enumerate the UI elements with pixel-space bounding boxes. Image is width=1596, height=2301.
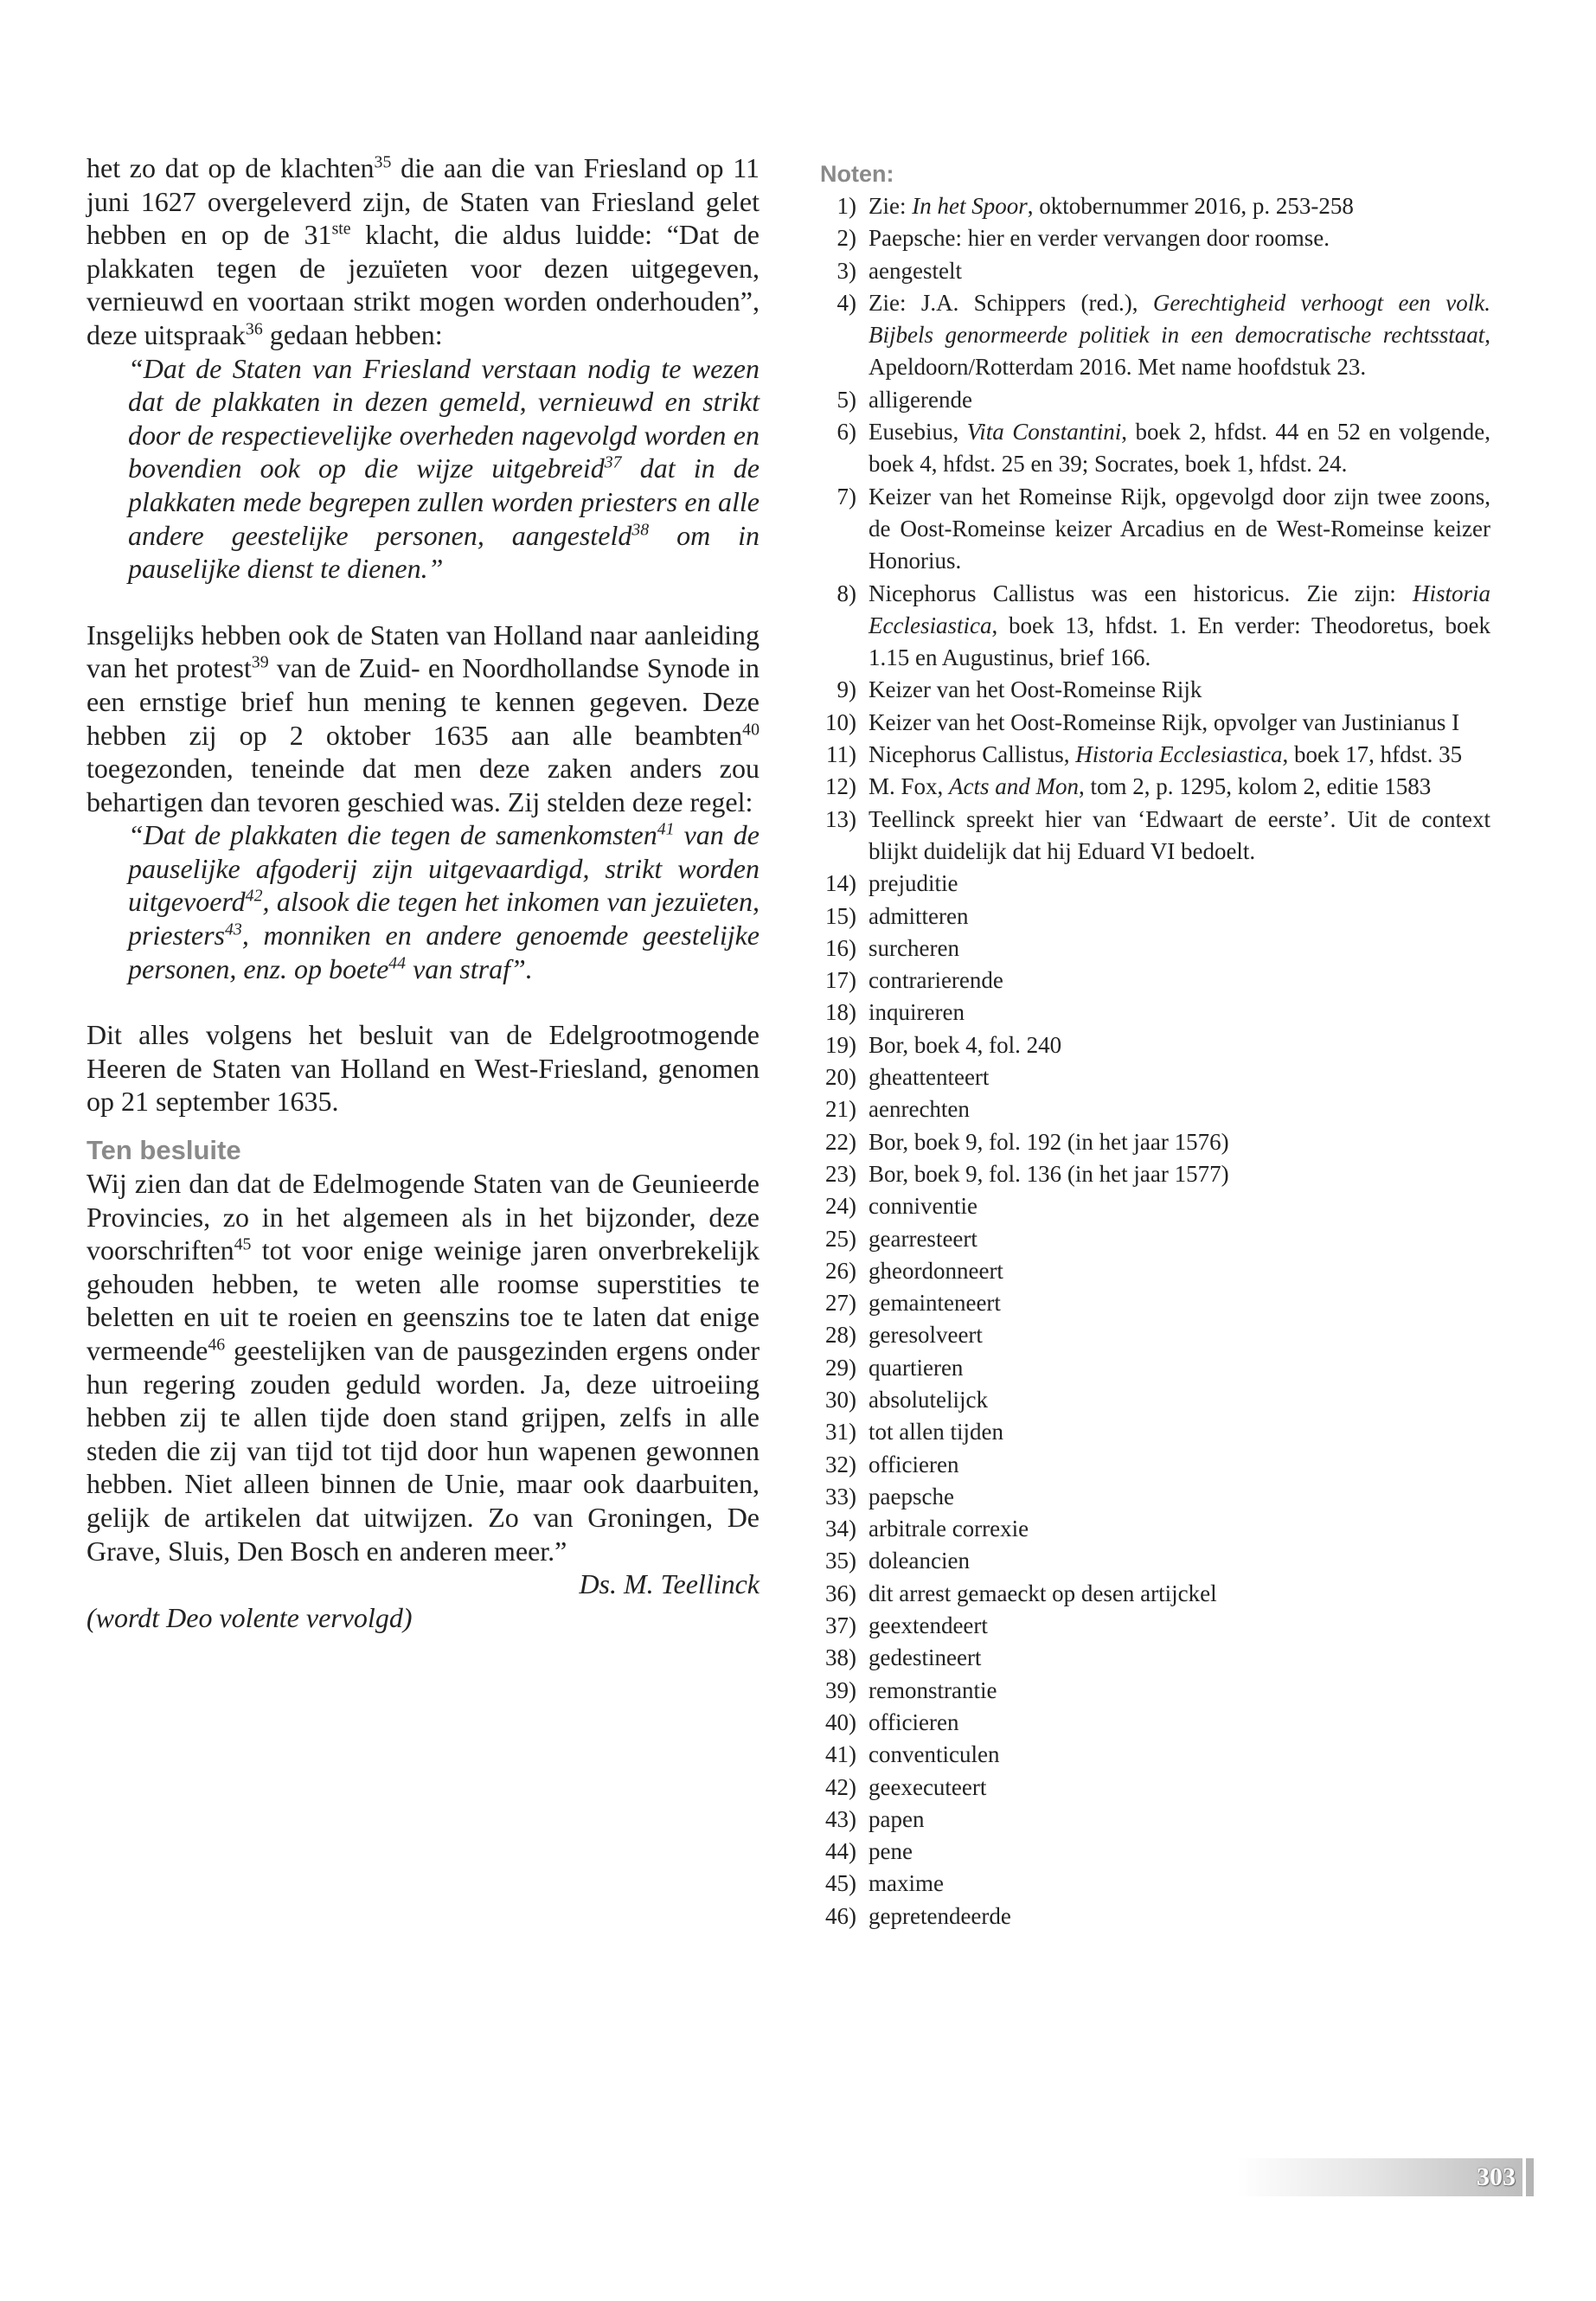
main-text-column (87, 151, 760, 1634)
note-number: 19) (825, 1031, 856, 1058)
paragraph-friesland: het zo dat op de klachten$^{35}$ die aan die van Friesland op 11 juni 1627 overgeleverd zijn, de Staten van Friesland gelet hebben en op de 31ste klacht, die aldus luidde: “Dat de plakkaten tegen de jezuïeten voor dezen uitgegeven, vernieuwd en voortaan strikt mogen worden onderhouden”, deze uitspraak$^{36}$ gedaan hebben: (87, 152, 760, 350)
note-number: 17) (825, 967, 856, 994)
note-text: pene (869, 1838, 913, 1865)
note-item (820, 1126, 1490, 1158)
footnote-ref: 40 (742, 719, 760, 739)
footnote-ref: 41 (657, 819, 675, 839)
note-item (820, 190, 1490, 222)
note-item (820, 222, 1490, 254)
note-text: quartieren (869, 1354, 964, 1381)
note-text: maxime (869, 1870, 944, 1897)
note-number: 32) (825, 1451, 856, 1477)
note-item (820, 481, 1490, 578)
note-text: Bor, boek 4, fol. 240 (869, 1031, 1062, 1058)
note-number: 5) (836, 386, 856, 413)
notes-title: Noten: (820, 161, 894, 187)
note-item (820, 1675, 1490, 1707)
italic-title: Historia Ecclesiastica (1075, 741, 1283, 768)
page-number-bar (1237, 2158, 1522, 2196)
note-item (820, 1481, 1490, 1513)
note-text: alligerende (869, 386, 972, 413)
notes-list (820, 190, 1490, 1932)
footnote-ref: 43 (225, 920, 242, 939)
note-number: 24) (825, 1193, 856, 1220)
footnote-ref: 36 (245, 319, 263, 339)
note-item (820, 1190, 1490, 1222)
note-number: 18) (825, 999, 856, 1026)
note-item (820, 965, 1490, 997)
note-item (820, 1287, 1490, 1319)
note-text: officieren (869, 1451, 959, 1477)
note-number: 43) (825, 1805, 856, 1832)
note-number: 4) (836, 289, 856, 316)
note-text: geresolveert (869, 1322, 983, 1349)
note-number: 38) (825, 1644, 856, 1671)
note-number: 28) (825, 1322, 856, 1349)
footnote-ref: 35 (374, 152, 392, 172)
page-number: 303 (1477, 2163, 1516, 2191)
note-item (820, 1513, 1490, 1545)
note-item (820, 1868, 1490, 1900)
note-number: 21) (825, 1096, 856, 1123)
note-text: Bor, boek 9, fol. 136 (in het jaar 1577) (869, 1160, 1229, 1187)
note-number: 20) (825, 1064, 856, 1091)
note-number: 33) (825, 1483, 856, 1509)
page-bar-cap (1526, 2158, 1534, 2196)
note-item (820, 1384, 1490, 1416)
note-number: 23) (825, 1160, 856, 1187)
note-text: geextendeert (869, 1612, 988, 1639)
note-item (820, 707, 1490, 739)
note-number: 7) (836, 483, 856, 510)
section-heading: Ten besluite (87, 1135, 241, 1166)
footnote-ref: ste (331, 219, 351, 239)
paragraph-besluit: Dit alles volgens het besluit van de Edelgrootmogende Heeren de Staten van Holland en West-Friesland, genomen op 21 september 1635. (87, 1019, 760, 1118)
note-text: conniventie (869, 1193, 977, 1220)
quote-friesland: “Dat de Staten van Friesland verstaan nodig te wezen dat de plakkaten in dezen gemeld, vernieuwd en strikt door de respectievelijke overheden nagevolgd worden en bovendien ook op die wijze uitgebreid$^{37}$ dat in de plakkaten mede begrepen zullen worden priesters en alle andere geestelijke personen, aangesteld$^{38}$ om in pauselijke dienst te dienen.” (128, 352, 760, 585)
note-text: doleancien (869, 1548, 970, 1574)
note-number: 31) (825, 1419, 856, 1445)
note-text: Keizer van het Oost-Romeinse Rijk, opvolger van Justinianus I (869, 708, 1460, 735)
note-number: 6) (836, 419, 856, 445)
note-item (820, 1352, 1490, 1384)
note-item (820, 255, 1490, 287)
note-item (820, 1900, 1490, 1932)
note-text: officieren (869, 1708, 959, 1735)
note-text: paepsche (869, 1483, 954, 1509)
italic-title: Acts and Mon (949, 773, 1080, 800)
notes-column (820, 161, 1490, 1932)
note-item (820, 804, 1490, 868)
note-text: Eusebius, Vita Constantini, boek 2, hfdst. 44 en 52 en volgende, boek 4, hfdst. 25 en 39; Socrates, boek 1, hfdst. 24. (869, 419, 1491, 478)
note-item (820, 1707, 1490, 1739)
note-item (820, 416, 1490, 481)
note-text: Keizer van het Oost-Romeinse Rijk (869, 676, 1202, 703)
note-text: gemainteneert (869, 1290, 1001, 1317)
note-number: 39) (825, 1676, 856, 1703)
note-number: 10) (825, 708, 856, 735)
note-item (820, 1545, 1490, 1577)
note-number: 9) (836, 676, 856, 703)
footnote-ref: 46 (208, 1335, 226, 1355)
note-number: 42) (825, 1773, 856, 1800)
continued-note: (wordt Deo volente vervolgd) (87, 1601, 413, 1633)
note-text: gheordonneert (869, 1257, 1003, 1284)
note-item (820, 1029, 1490, 1061)
note-text: absolutelijck (869, 1386, 988, 1413)
note-text: M. Fox, Acts and Mon, tom 2, p. 1295, kolom 2, editie 1583 (869, 773, 1432, 800)
italic-title: Gerechtigheid verhoogt een volk. Bijbels genormeerde politiek in een democratische rechtsstaat (869, 289, 1490, 349)
author-signature: Ds. M. Teellinck (579, 1568, 760, 1600)
note-number: 13) (825, 805, 856, 832)
note-item (820, 901, 1490, 933)
note-number: 26) (825, 1257, 856, 1284)
note-text: Zie: In het Spoor, oktobernummer 2016, p. 253-258 (869, 193, 1354, 219)
note-text: arbitrale correxie (869, 1516, 1029, 1542)
note-number: 12) (825, 773, 856, 800)
note-number: 36) (825, 1580, 856, 1606)
note-number: 22) (825, 1128, 856, 1155)
note-text: dit arrest gemaeckt op desen artijckel (869, 1580, 1217, 1606)
note-item (820, 1804, 1490, 1836)
note-item (820, 1093, 1490, 1125)
note-text: conventiculen (869, 1741, 1000, 1768)
note-number: 16) (825, 934, 856, 961)
note-text: prejuditie (869, 870, 958, 897)
note-text: contrarierende (869, 967, 1003, 994)
note-item (820, 1578, 1490, 1610)
note-number: 27) (825, 1290, 856, 1317)
note-number: 1) (836, 193, 856, 219)
note-number: 25) (825, 1225, 856, 1252)
italic-title: Vita Constantini (966, 419, 1122, 445)
note-item (820, 1610, 1490, 1642)
note-item (820, 1836, 1490, 1868)
note-text: gearresteert (869, 1225, 977, 1252)
note-item (820, 868, 1490, 900)
note-text: aengestelt (869, 257, 962, 284)
note-number: 45) (825, 1870, 856, 1897)
italic-title: In het Spoor (912, 193, 1028, 219)
note-item (820, 933, 1490, 965)
footnote-ref: 45 (234, 1234, 252, 1254)
note-number: 11) (826, 741, 856, 768)
note-number: 35) (825, 1548, 856, 1574)
note-text: Keizer van het Romeinse Rijk, opgevolgd door zijn twee zoons, de Oost-Romeinse keizer Arcadius en de West-Romeinse keizer Honorius. (869, 483, 1490, 574)
note-item (820, 1739, 1490, 1771)
note-text: remonstrantie (869, 1676, 997, 1703)
note-number: 46) (825, 1902, 856, 1929)
note-number: 41) (825, 1741, 856, 1768)
note-item (820, 1642, 1490, 1674)
note-number: 40) (825, 1708, 856, 1735)
note-item (820, 1158, 1490, 1190)
note-text: gheattenteert (869, 1064, 990, 1091)
note-item (820, 997, 1490, 1029)
note-text: tot allen tijden (869, 1419, 1003, 1445)
note-text: papen (869, 1805, 925, 1832)
note-number: 29) (825, 1354, 856, 1381)
footnote-ref: 44 (388, 953, 407, 972)
note-item (820, 1255, 1490, 1287)
note-item (820, 1319, 1490, 1351)
note-text: Nicephorus Callistus was een historicus. Zie zijn: Historia Ecclesiastica, boek 13, hfdst. 1. En verder: Theodoretus, boek 1.15 en Augustinus, brief 166. (869, 580, 1490, 671)
note-item (820, 1449, 1490, 1481)
note-text: Nicephorus Callistus, Historia Ecclesiastica, boek 17, hfdst. 35 (869, 741, 1463, 768)
note-number: 44) (825, 1838, 856, 1865)
note-text: Teellinck spreekt hier van ‘Edwaart de eerste’. Uit de context blijkt duidelijk dat hij Eduard VI bedoelt. (869, 805, 1490, 864)
note-number: 30) (825, 1386, 856, 1413)
note-text: geexecuteert (869, 1773, 987, 1800)
note-item (820, 1061, 1490, 1093)
note-text: Bor, boek 9, fol. 192 (in het jaar 1576) (869, 1128, 1229, 1155)
note-text: admitteren (869, 902, 969, 929)
note-item (820, 1772, 1490, 1804)
note-item (820, 1223, 1490, 1255)
note-number: 34) (825, 1516, 856, 1542)
note-item (820, 771, 1490, 803)
note-text: inquireren (869, 999, 965, 1026)
paragraph-holland: Insgelijks hebben ook de Staten van Holland naar aanleiding van het protest$^{39}$ van de Zuid- en Noordhollandse Synode in een ernstige brief hun mening te kennen gegeven. Deze hebben zij op 2 oktober 1635 aan alle beambten$^{40}$ toegezonden, teneinde dat men deze zaken anders zou behartigen dan tevoren geschied was. Zij stelden deze regel: (87, 619, 760, 817)
paragraph-conclusion: Wij zien dan dat de Edelmogende Staten van de Geunieerde Provincies, zo in het algemeen als in het bijzonder, deze voorschriften$^{45}$ tot voor enige weinige jaren onverbrekelijk gehouden hebben, te weten alle roomse superstities te beletten en uit te roeien en geenszins toe te laten dat enige vermeende$^{46}$ geestelijken van de pausgezinden ergens onder hun regering zouden geduld worden. Ja, deze uitroeiing hebben zij te allen tijde doen stand grijpen, zelfs in alle steden die zij van tijd tot tijd door hun wapenen gewonnen hebben. Niet alleen binnen de Unie, maar ook daarbuiten, gelijk de artikelen dat uitwijzen. Zo van Groningen, De Grave, Sluis, Den Bosch en anderen meer.” (87, 1168, 760, 1567)
note-item (820, 287, 1490, 384)
note-number: 14) (825, 870, 856, 897)
note-number: 2) (836, 225, 856, 252)
note-number: 15) (825, 902, 856, 929)
note-item (820, 1416, 1490, 1448)
footnote-ref: 37 (604, 452, 622, 472)
note-number: 37) (825, 1612, 856, 1639)
quote-holland: “Dat de plakkaten die tegen de samenkomsten$^{41}$ van de pauselijke afgoderij zijn uitgevaardigd, strikt worden uitgevoerd$^{42}$, alsook die tegen het inkomen van jezuïeten, priesters$^{43}$, monniken en andere genoemde geestelijke personen, enz. op boete$^{44}$ van straf”. (128, 819, 760, 984)
note-text: gedestineert (869, 1644, 982, 1671)
note-text: surcheren (869, 934, 959, 961)
note-text: aenrechten (869, 1096, 970, 1123)
note-item (820, 739, 1490, 771)
note-number: 8) (836, 580, 856, 606)
note-item (820, 384, 1490, 416)
note-item (820, 578, 1490, 675)
note-text: Zie: J.A. Schippers (red.), Gerechtigheid verhoogt een volk. Bijbels genormeerde politiek in een democratische rechtsstaat, Apeldoorn/Rotterdam 2016. Met name hoofdstuk 23. (869, 289, 1490, 381)
italic-title: Historia Ecclesiastica (869, 580, 1490, 638)
footnote-ref: 42 (245, 886, 263, 906)
note-number: 3) (836, 257, 856, 284)
note-item (820, 674, 1490, 706)
footnote-ref: 39 (251, 652, 269, 672)
footnote-ref: 38 (631, 519, 650, 539)
note-text: Paepsche: hier en verder vervangen door roomse. (869, 225, 1330, 252)
note-text: gepretendeerde (869, 1902, 1011, 1929)
